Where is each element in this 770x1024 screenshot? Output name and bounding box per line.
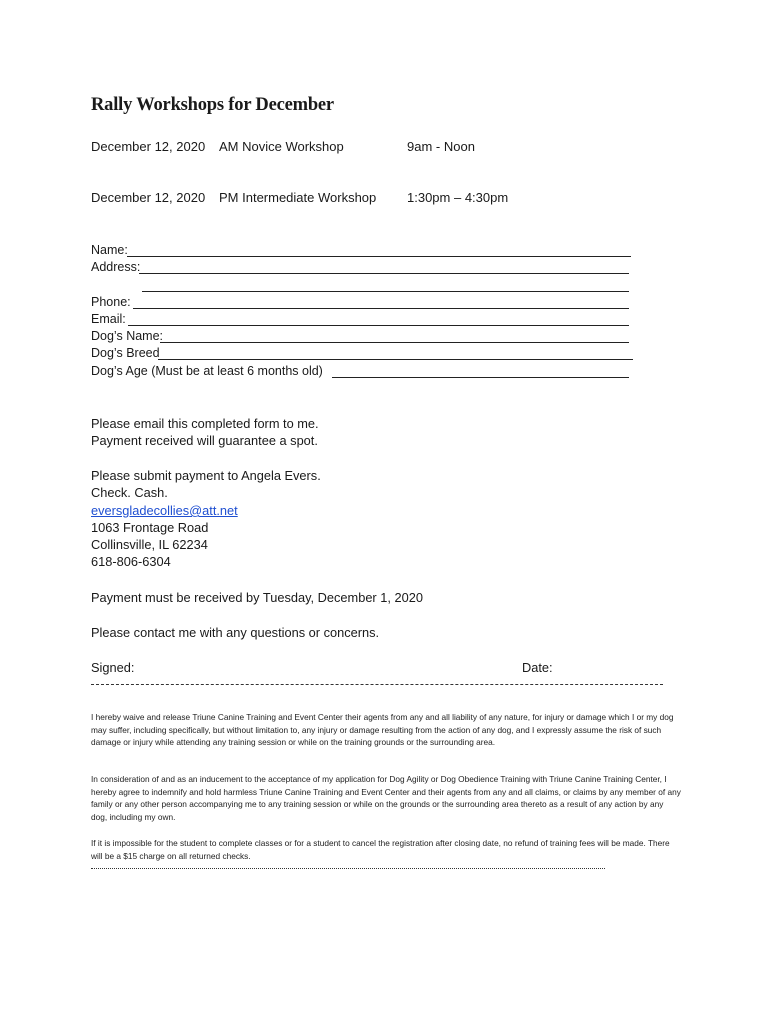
- phone-field[interactable]: [133, 308, 629, 309]
- instruction-payment-spot: Payment received will guarantee a spot.: [91, 433, 318, 448]
- dog-age-label: Dog’s Age (Must be at least 6 months old): [91, 364, 323, 378]
- workshop-time: 1:30pm – 4:30pm: [407, 190, 509, 205]
- date-label: Date:: [522, 660, 553, 675]
- contact-note: Please contact me with any questions or concerns.: [91, 625, 380, 640]
- waiver-paragraph-2: In consideration of and as an inducement to the acceptance of my application for Dog Agility or Dog Obedience Training with Triune Canine Training Center, I hereby agree to indemnify and hold harmless Triune Canine Training and Event Center and their agents from any and all claims, or claims by any member of any family or any other person accompanying me to any training session or while on the grounds or the surrounding area thereto as a result of any action by any dog, including my own.: [91, 774, 681, 822]
- instruction-email-form: Please email this completed form to me.: [91, 416, 319, 431]
- address-field-line2[interactable]: [142, 291, 629, 292]
- instruction-submit-payment: Please submit payment to Angela Evers.: [91, 468, 321, 483]
- name-field[interactable]: [127, 256, 631, 257]
- name-label: Name:: [91, 243, 128, 257]
- address-field[interactable]: [139, 273, 629, 274]
- phone-label: Phone:: [91, 295, 131, 309]
- payment-deadline: Payment must be received by Tuesday, December 1, 2020: [91, 590, 423, 605]
- signed-label: Signed:: [91, 660, 135, 675]
- address-label: Address:: [91, 260, 141, 274]
- waiver-paragraph-1: I hereby waive and release Triune Canine Training and Event Center their agents from any and all liability of any nature, for injury or damage which I or my dog may suffer, including specifically, but without limitation to, any injury or damage resulting from the action of any dog, and I expressly assume the risk of such damage or injury while attending any training session or while on the training grounds or the surrounding area.: [91, 712, 674, 748]
- refund-policy: If it is impossible for the student to complete classes or for a student to cancel the registration after closing date, no refund of training fees will be made. There will be a $15 charge on all returned checks.: [91, 838, 670, 861]
- signature-line[interactable]: [91, 684, 663, 685]
- dog-breed-label: Dog’s Breed: [91, 346, 160, 360]
- workshop-name: PM Intermediate Workshop: [219, 190, 377, 205]
- workshop-name: AM Novice Workshop: [219, 139, 344, 154]
- page-title: Rally Workshops for December: [91, 95, 334, 115]
- city-state-zip: Collinsville, IL 62234: [91, 537, 208, 552]
- workshop-date: December 12, 2020: [91, 190, 206, 205]
- bottom-divider: [91, 868, 605, 869]
- workshop-row-pm: [91, 190, 691, 208]
- dog-name-label: Dog’s Name:: [91, 329, 164, 343]
- email-field[interactable]: [128, 325, 629, 326]
- phone-number: 618-806-6304: [91, 554, 171, 569]
- email-label: Email:: [91, 312, 126, 326]
- workshop-time: 9am - Noon: [407, 139, 475, 154]
- dog-breed-field[interactable]: [158, 359, 633, 360]
- dog-name-field[interactable]: [160, 342, 629, 343]
- workshop-date: December 12, 2020: [91, 139, 206, 154]
- email-link[interactable]: eversgladecollies@att.net: [91, 503, 238, 518]
- dog-age-field[interactable]: [332, 377, 629, 378]
- street-address: 1063 Frontage Road: [91, 520, 209, 535]
- payment-methods: Check. Cash.: [91, 485, 168, 500]
- workshop-row-am: [91, 139, 691, 157]
